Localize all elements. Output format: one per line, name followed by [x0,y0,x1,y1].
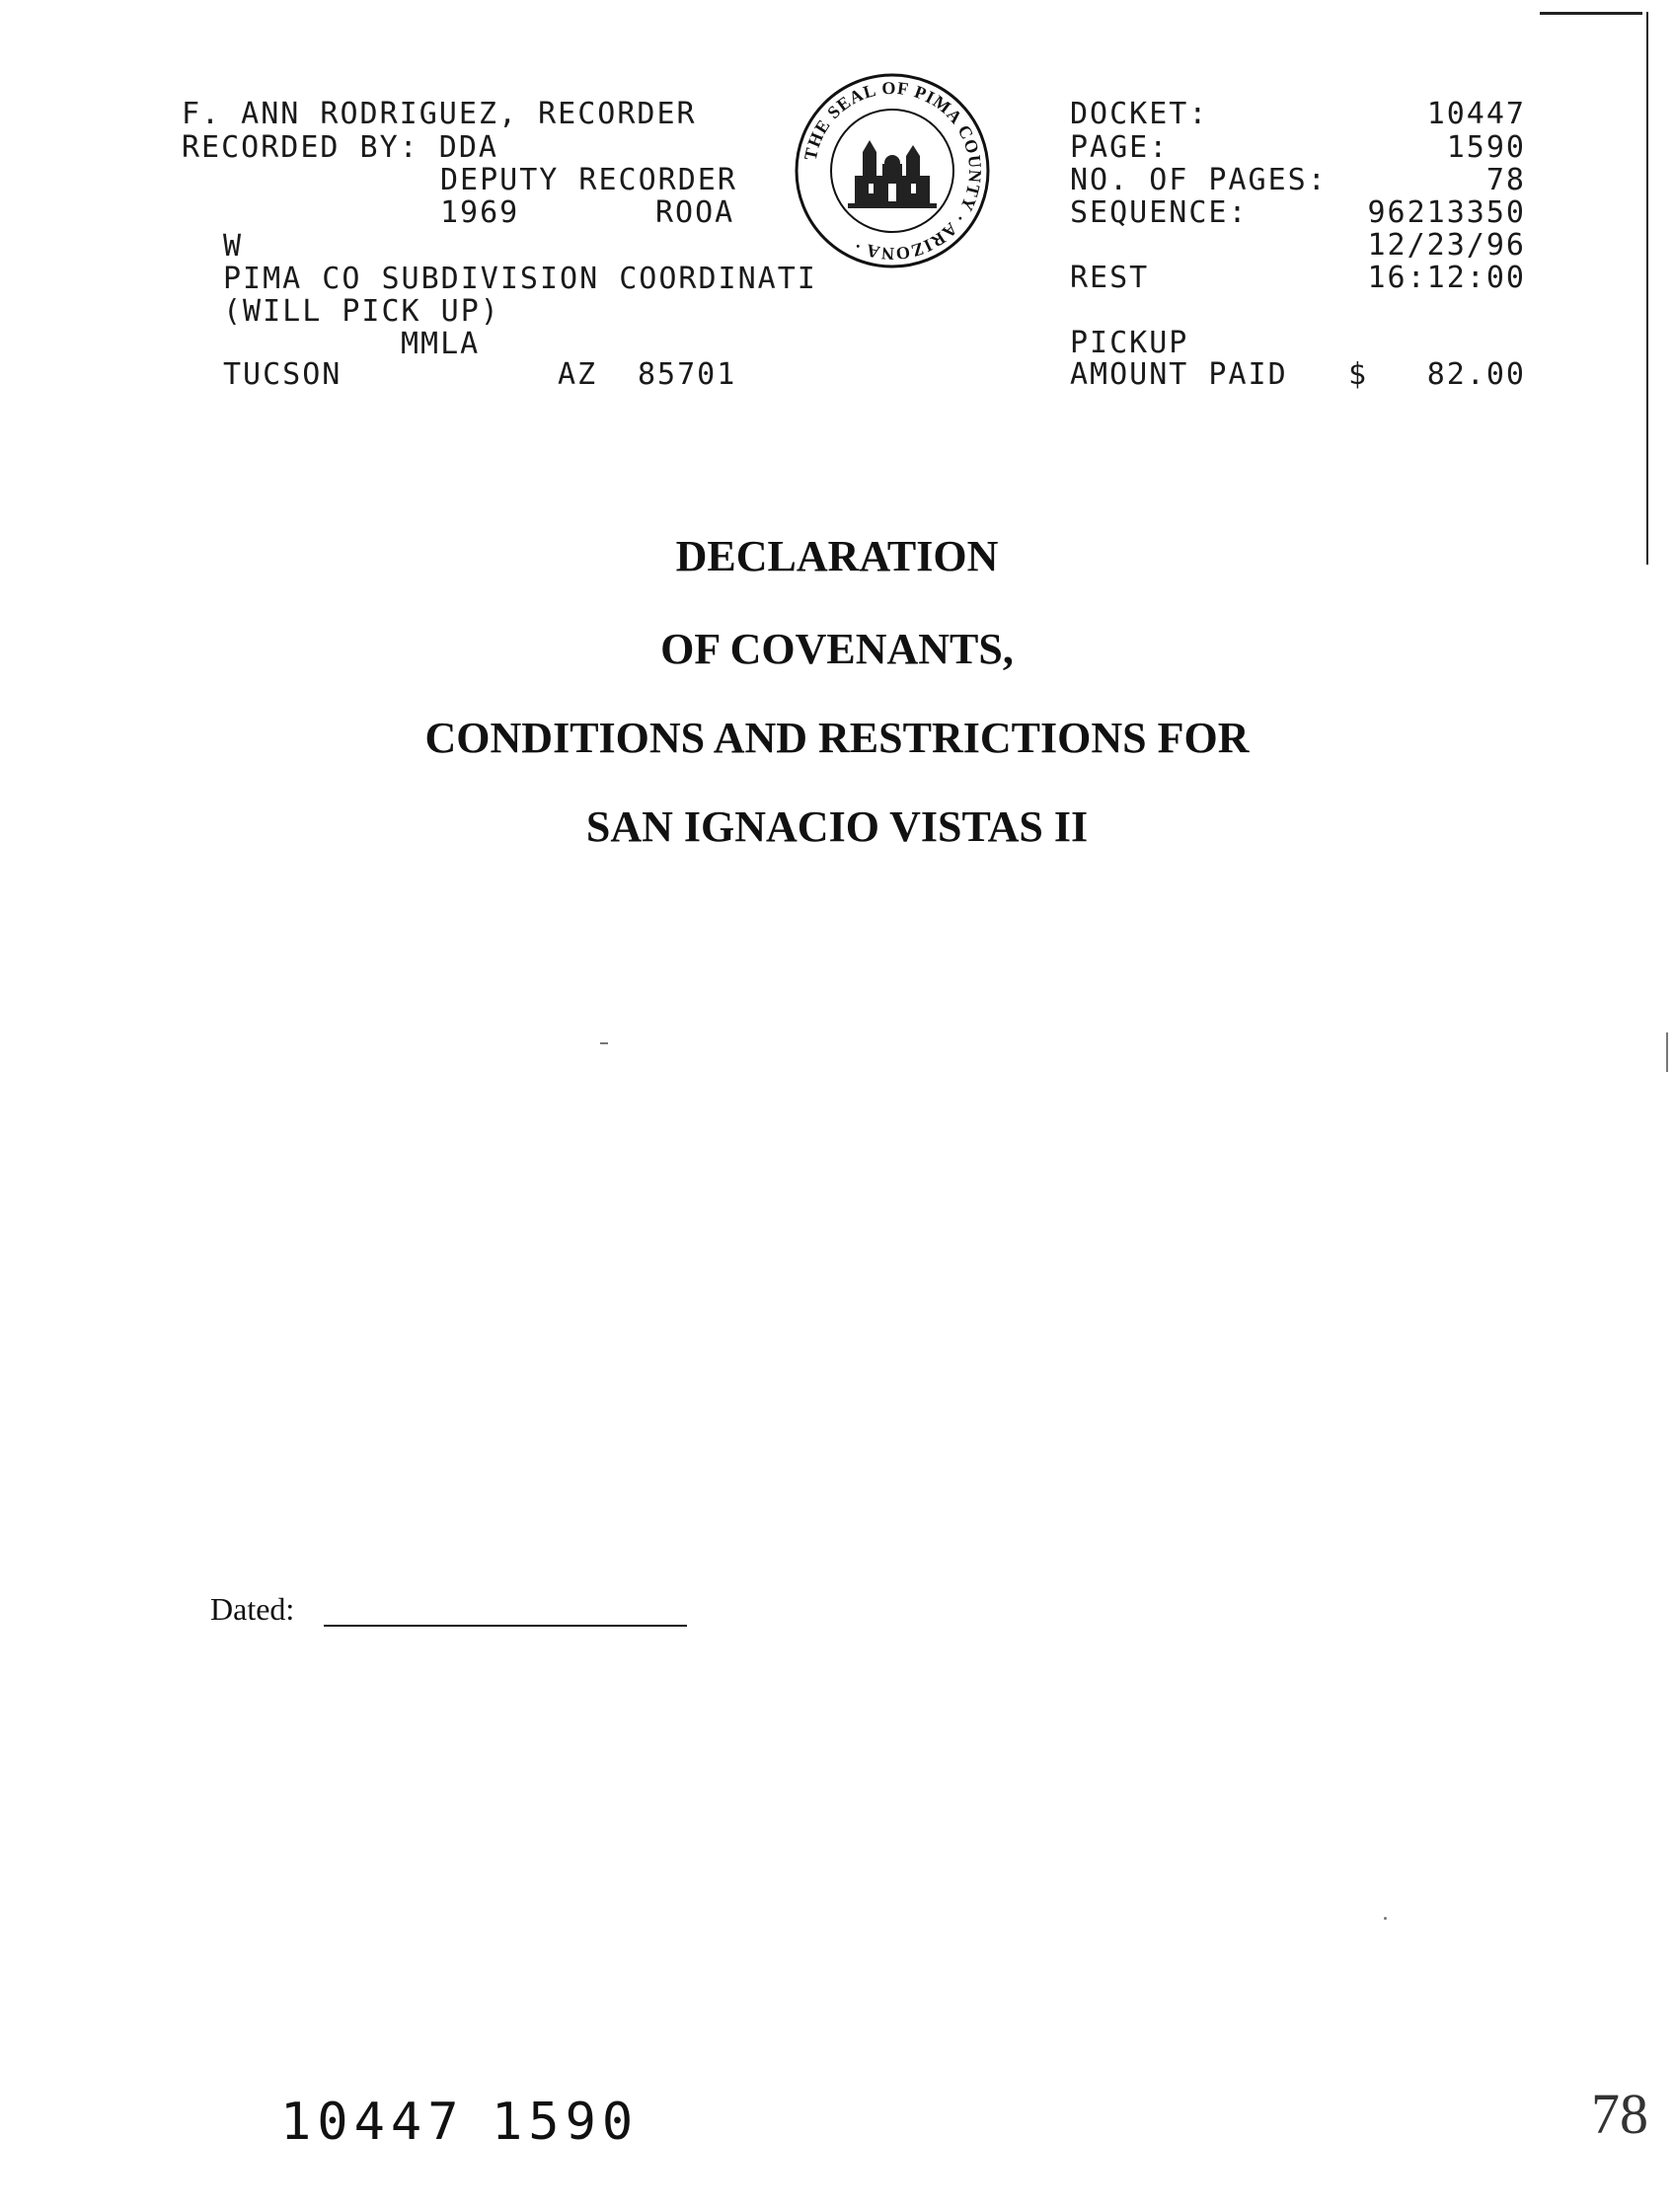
page-label: PAGE: [1070,130,1170,165]
document-title-line-1: DECLARATION [675,532,999,580]
party-code: MMLA [401,327,481,361]
scan-speck [1666,1032,1668,1072]
rest-label: REST [1070,261,1150,295]
sequence-label: SEQUENCE: [1070,195,1249,230]
amount-value: 82.00 [1426,357,1526,392]
footer-docket-number: 10447 [280,2093,465,2152]
recorded-by: RECORDED BY: DDA [182,130,498,165]
scan-speck [1384,1917,1387,1920]
document-title-line-3: CONDITIONS AND RESTRICTIONS FOR [424,714,1250,762]
record-date: 12/23/96 [1367,228,1526,263]
dated-label: Dated: [210,1591,295,1627]
amount-currency: $ [1348,357,1369,392]
record-time: 16:12:00 [1367,261,1526,295]
pages-label: NO. OF PAGES: [1070,163,1328,197]
recorder-code-2: ROOA [655,195,735,230]
address-zip: 85701 [638,357,737,392]
scan-edge-line [1540,12,1642,15]
sequence-value: 96213350 [1367,195,1526,230]
pickup-label: PICKUP [1070,326,1189,360]
document-title-line-2: OF COVENANTS, [660,625,1014,673]
svg-text:THE SEAL OF PIMA COUNTY · ARIZ: THE SEAL OF PIMA COUNTY · ARIZONA · [799,77,986,265]
docket-value: 10447 [1426,97,1526,131]
page-value: 1590 [1446,130,1526,165]
handwritten-page-count: 78 [1591,2082,1648,2146]
deputy-recorder: DEPUTY RECORDER [440,163,737,197]
docket-label: DOCKET: [1070,97,1209,131]
document-title-line-4: SAN IGNACIO VISTAS II [585,802,1089,851]
footer-page-number: 1590 [492,2093,640,2152]
scan-speck [600,1042,608,1044]
amount-label: AMOUNT PAID [1070,357,1288,392]
county-seal-icon [794,67,991,274]
pages-value: 78 [1485,163,1526,197]
recorder-w: W [223,229,244,264]
recorder-code-1: 1969 [440,195,520,230]
address-city: TUCSON [223,357,342,392]
address-state: AZ [558,357,598,392]
party-note: (WILL PICK UP) [223,294,500,329]
recorder-name: F. ANN RODRIGUEZ, RECORDER [182,97,697,131]
dated-signature-line [324,1625,687,1627]
scan-edge-vertical [1646,12,1648,565]
party-name: PIMA CO SUBDIVISION COORDINATI [223,262,817,296]
